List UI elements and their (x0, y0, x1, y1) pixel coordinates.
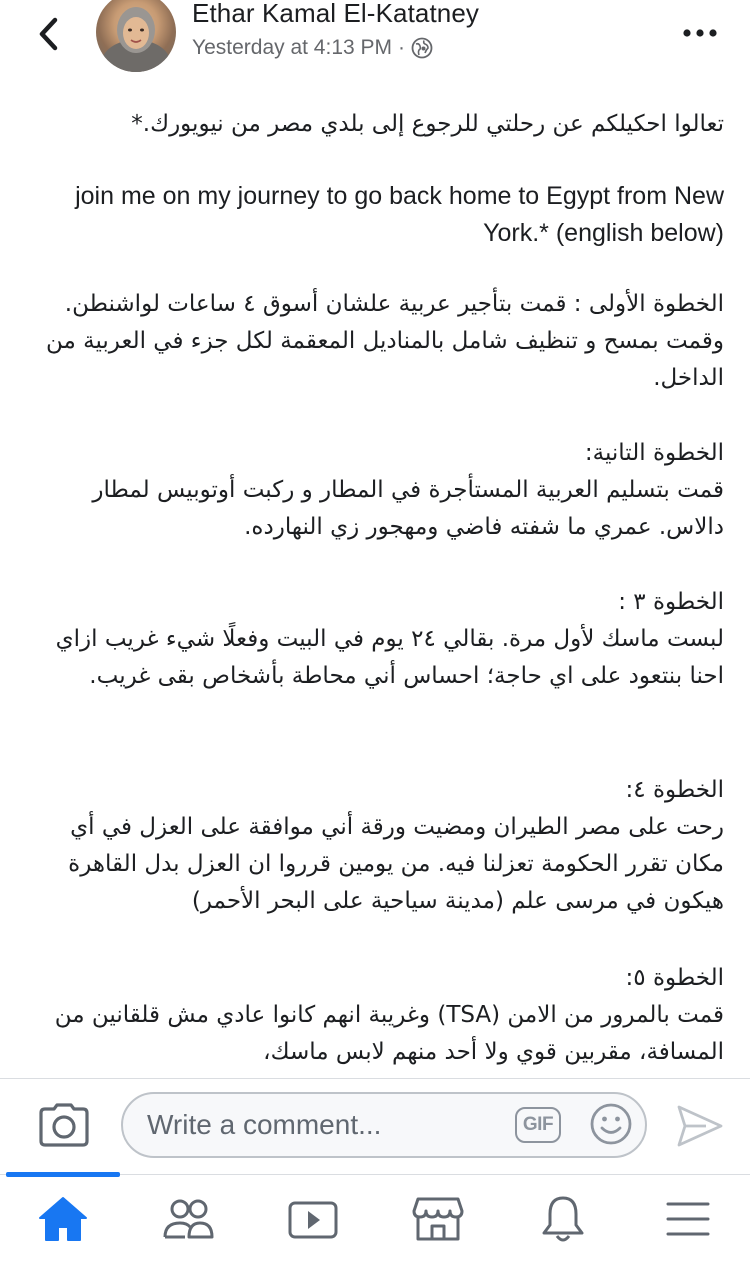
comment-input[interactable] (121, 1092, 647, 1158)
send-button[interactable] (676, 1103, 724, 1149)
comment-placeholder: Write a comment... (147, 1109, 382, 1140)
nav-watch[interactable] (283, 1189, 343, 1249)
nav-notifications[interactable] (533, 1189, 593, 1249)
more-options-button[interactable] (680, 18, 720, 48)
bell-icon (539, 1194, 587, 1244)
post-paragraph: لبست ماسك لأول مرة. بقالي ٢٤ يوم في البيت وفعلًا شيء غريب ازاي احنا بنتعود على اي حاجة؛ احساس أني محاطة بأشخاص بقى غريب. (55, 626, 724, 689)
menu-icon (665, 1199, 711, 1239)
post-paragraph: قمت بالمرور من الامن (TSA) وغريبة انهم كانوا عادي مش قلقانين من المسافة، مقربين قوي ولا أحد منهم لابس ماسك، (54, 1002, 724, 1065)
gif-button[interactable]: GIF (515, 1107, 561, 1143)
avatar-image (96, 0, 176, 72)
friends-icon (161, 1197, 215, 1241)
post-header (0, 0, 750, 88)
post-meta (192, 36, 433, 60)
nav-friends[interactable] (158, 1189, 218, 1249)
chevron-left-icon (36, 16, 60, 52)
post-timestamp[interactable]: Yesterday at 4:13 PM (192, 36, 393, 59)
post-body (0, 100, 750, 1075)
emoji-icon (589, 1102, 633, 1146)
post-paragraph-english: join me on my journey to go back home to Egypt from New York.* (english below) (75, 182, 724, 247)
camera-icon (38, 1103, 90, 1149)
camera-button[interactable] (38, 1103, 90, 1149)
post-step-heading: الخطوة ٤: (625, 777, 724, 803)
post-paragraph: الخطوة الأولى : قمت بتأجير عربية علشان أسوق ٤ ساعات لواشنطن. وقمت بمسح و تنظيف شامل بالمناديل المعقمة لكل جزء في العربية من الداخل. (45, 291, 724, 391)
back-button[interactable] (30, 12, 66, 56)
bottom-nav (0, 1177, 750, 1263)
author-name[interactable]: Ethar Kamal El-Katatney (192, 0, 479, 28)
home-icon (37, 1195, 89, 1243)
post-paragraph: قمت بتسليم العربية المستأجرة في المطار و ركبت أوتوبيس لمطار دالاس. عمري ما شفته فاضي ومهجور زي النهارده. (92, 477, 724, 540)
post-step-heading: الخطوة ٥: (625, 965, 724, 991)
avatar[interactable] (96, 0, 176, 72)
post-paragraph: تعالوا احكيلكم عن رحلتي للرجوع إلى بلدي مصر من نيويورك.* (131, 111, 724, 137)
nav-home[interactable] (33, 1189, 93, 1249)
meta-separator: · (398, 36, 406, 59)
post-step-heading: الخطوة التانية: (584, 440, 724, 466)
post-paragraph: رحت على مصر الطيران ومضيت ورقة أني موافقة على العزل في أي مكان تقرر الحكومة تعزلنا فيه. من يومين قرروا ان العزل بدل القاهرة هيكون في مرسى علم (مدينة سياحية على البحر الأحمر) (68, 814, 724, 914)
nav-marketplace[interactable] (408, 1189, 468, 1249)
emoji-button[interactable] (589, 1102, 633, 1146)
globe-icon (411, 37, 433, 59)
nav-menu[interactable] (658, 1189, 718, 1249)
marketplace-icon (411, 1195, 465, 1243)
send-icon (676, 1103, 724, 1149)
post-step-heading: الخطوة ٣ : (618, 589, 724, 615)
comment-bar (0, 1079, 750, 1173)
video-icon (287, 1197, 339, 1241)
more-horizontal-icon (682, 28, 718, 38)
